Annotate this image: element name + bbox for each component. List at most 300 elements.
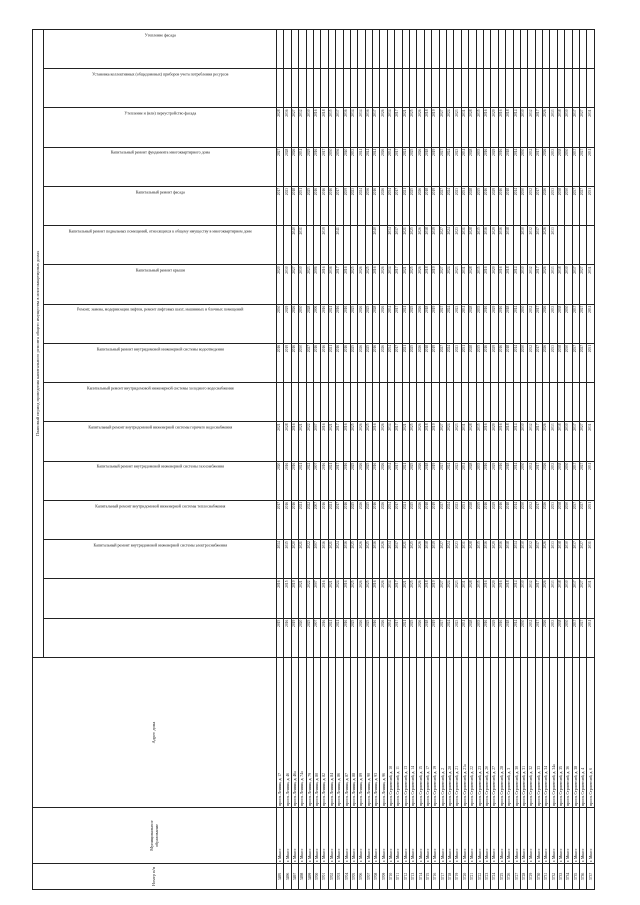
row-number: 3718 [446,864,453,890]
row-year-cell: 2021 [277,422,284,461]
row-year-cell: 2007 [313,422,320,461]
row-year-cell: 2014 [513,265,520,304]
row-year-cell [491,29,498,68]
row-year-cell [343,383,350,422]
row-municipality: г. Миасс [306,808,313,864]
row-year-cell [528,69,535,108]
row-year-cell: 2025 [410,108,417,147]
row-year-cell: 2016 [373,187,380,226]
table-row [387,29,394,889]
row-year-cell: 2031 [461,618,468,657]
row-address: просп. Строителей, д. 22 [469,658,476,808]
row-year-cell [328,383,335,422]
row-year-cell: 2016 [483,422,490,461]
table-row [432,29,439,889]
row-year-cell [498,29,505,68]
row-year-cell: 2021 [402,108,409,147]
row-year-cell: 2017 [336,501,343,540]
row-address: просп. Строителей, д. 13 [402,658,409,808]
row-address: просп. Строителей, д. 33 [535,658,542,808]
row-year-cell: 2023 [454,618,461,657]
row-year-cell [439,69,446,108]
row-year-cell: 2026 [543,226,550,265]
row-year-cell: 2016 [291,461,298,500]
table-row [513,29,520,889]
row-year-cell [483,29,490,68]
row-year-cell: 2026 [291,147,298,186]
row-year-cell: 2030 [520,108,527,147]
row-year-cell: 2019 [432,501,439,540]
row-year-cell: 2031 [461,108,468,147]
row-year-cell: 2029 [491,461,498,500]
row-municipality: г. Миасс [557,808,564,864]
row-year-cell: 2035 [476,226,483,265]
row-year-cell: 2017 [535,461,542,500]
row-year-cell: 2018 [424,501,431,540]
row-year-cell: 2036 [365,187,372,226]
row-number: 3725 [498,864,505,890]
row-year-cell: 2018 [424,579,431,618]
row-number: 3703 [336,864,343,890]
row-year-cell [513,226,520,265]
row-year-cell: 2025 [306,618,313,657]
row-address: просп. Строителей, д. 34 [543,658,550,808]
row-address: просп. Строителей, д. 11 [395,658,402,808]
row-year-cell: 2031 [461,501,468,540]
row-year-cell [483,69,490,108]
row-year-cell [365,69,372,108]
row-year-cell [543,383,550,422]
row-year-cell [513,69,520,108]
row-year-cell: 2017 [535,187,542,226]
row-year-cell: 2026 [358,422,365,461]
row-municipality: г. Миасс [373,808,380,864]
row-year-cell: 2016 [498,422,505,461]
table-row [358,29,365,889]
row-year-cell: 2026 [291,304,298,343]
row-year-cell: 2019 [432,187,439,226]
row-year-cell: 2038 [557,579,564,618]
row-year-cell: 2017 [277,187,284,226]
row-year-cell [535,69,542,108]
row-year-cell [587,226,594,265]
row-year-cell: 2041 [336,226,343,265]
row-year-cell: 2018 [321,108,328,147]
row-year-cell [417,29,424,68]
row-year-cell: 2030 [565,304,572,343]
row-year-cell [557,226,564,265]
row-municipality: г. Миасс [513,808,520,864]
row-year-cell: 2024 [446,147,453,186]
row-year-cell [410,383,417,422]
row-year-cell [520,69,527,108]
row-year-cell: 2024 [446,304,453,343]
row-year-cell: 2027 [580,422,587,461]
row-year-cell: 2025 [350,461,357,500]
row-year-cell: 2017 [395,501,402,540]
row-year-cell: 2030 [565,265,572,304]
row-year-cell: 2030 [565,422,572,461]
row-year-cell: 2030 [565,108,572,147]
row-year-cell: 2018 [506,147,513,186]
row-number: 3733 [557,864,564,890]
row-year-cell: 2016 [284,461,291,500]
row-year-cell: 2017 [535,304,542,343]
row-year-cell [565,69,572,108]
row-year-cell: 2025 [410,226,417,265]
row-year-cell: 2025 [365,618,372,657]
header-num [33,864,277,890]
row-number: 3727 [513,864,520,890]
row-year-cell: 2028 [469,187,476,226]
row-number: 3722 [476,864,483,890]
row-year-cell: 2030 [299,304,306,343]
row-year-cell: 2016 [343,344,350,383]
row-year-cell: 2025 [410,618,417,657]
row-year-cell: 2019 [291,618,298,657]
row-year-cell [565,226,572,265]
row-year-cell [306,226,313,265]
row-year-cell: 2027 [580,501,587,540]
row-address: просп. Строителей, д. 28 [498,658,505,808]
table-row [291,29,298,889]
row-year-cell: 2023 [454,422,461,461]
row-year-cell: 2031 [587,187,594,226]
row-year-cell: 2024 [446,265,453,304]
row-address: просп. Ленина, д. 82 [321,658,328,808]
row-year-cell: 2016 [321,461,328,500]
row-address: просп. Ленина, д. 86 [336,658,343,808]
table-row [550,29,557,889]
row-year-cell: 2034 [387,304,394,343]
row-number: 3706 [358,864,365,890]
row-year-cell [284,383,291,422]
row-address: просп. Строителей, д. 34а [550,658,557,808]
row-year-cell: 2026 [380,540,387,579]
row-year-cell [299,29,306,68]
row-year-cell: 2025 [350,265,357,304]
row-year-cell: 2027 [439,344,446,383]
row-year-cell: 2024 [446,187,453,226]
row-year-cell: 2017 [395,226,402,265]
row-year-cell [454,29,461,68]
row-number: 3729 [528,864,535,890]
row-year-cell: 2029 [491,344,498,383]
row-year-cell [550,69,557,108]
row-year-cell: 2038 [557,147,564,186]
row-year-cell: 2034 [387,501,394,540]
row-year-cell: 2016 [373,344,380,383]
row-year-cell: 2037 [572,187,579,226]
row-year-cell: 2018 [506,618,513,657]
row-year-cell: 2031 [461,422,468,461]
row-year-cell: 2037 [572,579,579,618]
row-address: просп. Ленина, д. 93 [373,658,380,808]
row-year-cell: 2030 [565,618,572,657]
row-year-cell: 2017 [535,618,542,657]
row-year-cell: 2033 [550,540,557,579]
row-year-cell: 2014 [513,540,520,579]
row-year-cell: 2032 [528,304,535,343]
row-year-cell: 2041 [358,147,365,186]
row-year-cell: 2035 [476,304,483,343]
row-year-cell [410,69,417,108]
row-year-cell: 2024 [446,618,453,657]
row-year-cell [291,69,298,108]
row-year-cell: 2041 [373,147,380,186]
row-year-cell: 2039 [343,187,350,226]
row-year-cell: 2016 [321,304,328,343]
row-year-cell [343,69,350,108]
header-plan-period [33,29,44,657]
row-year-cell: 2016 [483,540,490,579]
row-year-cell: 2015 [284,579,291,618]
row-year-cell: 2016 [313,108,320,147]
row-year-cell: 2007 [313,540,320,579]
row-year-cell [373,383,380,422]
table-body [277,29,595,889]
table-row [454,29,461,889]
row-year-cell: 2028 [469,579,476,618]
row-year-cell: 2029 [491,226,498,265]
row-year-cell: 2031 [587,422,594,461]
row-address: просп. Ленина, д. 17 [277,658,284,808]
row-year-cell: 2034 [387,540,394,579]
row-year-cell: 2018 [506,304,513,343]
row-year-cell: 2015 [284,540,291,579]
row-year-cell: 2016 [498,461,505,500]
row-year-cell [476,383,483,422]
row-municipality: г. Миасс [543,808,550,864]
row-municipality: г. Миасс [395,808,402,864]
row-year-cell [469,69,476,108]
row-year-cell: 2032 [528,108,535,147]
row-year-cell: 2023 [454,540,461,579]
row-year-cell: 2026 [380,187,387,226]
row-year-cell [557,69,564,108]
row-year-cell: 2019 [432,108,439,147]
row-address: просп. Ленина, д. 90 [365,658,372,808]
row-municipality: г. Миасс [380,808,387,864]
header-work-type [44,542,277,657]
row-number: 3702 [328,864,335,890]
row-year-cell: 2037 [572,344,579,383]
row-year-cell: 2030 [520,501,527,540]
row-year-cell: 2016 [336,344,343,383]
row-year-cell [358,383,365,422]
row-year-cell: 2025 [365,579,372,618]
row-year-cell: 2032 [528,226,535,265]
row-year-cell: 2033 [550,501,557,540]
row-year-cell [350,226,357,265]
row-year-cell [358,69,365,108]
row-municipality: г. Миасс [299,808,306,864]
row-year-cell: 2014 [513,501,520,540]
row-year-cell: 2017 [395,461,402,500]
row-year-cell: 2030 [299,344,306,383]
row-year-cell [528,29,535,68]
row-year-cell: 2016 [498,265,505,304]
row-year-cell [328,69,335,108]
row-year-cell [491,383,498,422]
table-row [461,29,468,889]
row-year-cell: 2038 [557,344,564,383]
row-year-cell: 2025 [410,147,417,186]
row-year-cell: 2032 [528,265,535,304]
row-year-cell: 2026 [543,147,550,186]
table-row [483,29,490,889]
table-row [321,29,328,889]
row-year-cell [491,69,498,108]
row-year-cell: 2036 [336,147,343,186]
row-year-cell: 2034 [350,108,357,147]
row-year-cell: 2016 [483,187,490,226]
row-year-cell [291,29,298,68]
row-year-cell: 2019 [432,540,439,579]
row-municipality: г. Миасс [410,808,417,864]
row-year-cell: 2016 [373,461,380,500]
row-year-cell: 2030 [520,344,527,383]
row-year-cell: 2030 [299,265,306,304]
row-year-cell [572,29,579,68]
row-year-cell: 2022 [306,422,313,461]
row-year-cell: 2037 [572,461,579,500]
row-year-cell: 2025 [350,579,357,618]
table-row [491,29,498,889]
row-year-cell: 2029 [491,422,498,461]
row-year-cell: 2017 [395,422,402,461]
row-year-cell: 2025 [350,304,357,343]
row-year-cell: 2030 [520,226,527,265]
row-year-cell: 2017 [395,540,402,579]
row-year-cell [284,69,291,108]
row-year-cell: 2026 [417,501,424,540]
row-year-cell: 2023 [454,108,461,147]
row-year-cell: 2018 [506,579,513,618]
row-year-cell: 2017 [535,344,542,383]
row-year-cell: 2017 [395,265,402,304]
row-year-cell: 2019 [432,579,439,618]
row-year-cell: 2025 [365,422,372,461]
row-number: 3701 [321,864,328,890]
row-year-cell: 2023 [454,226,461,265]
row-year-cell: 2021 [402,501,409,540]
row-year-cell: 2021 [402,187,409,226]
row-year-cell: 2028 [469,226,476,265]
row-year-cell: 2017 [336,422,343,461]
row-year-cell [328,226,335,265]
header-work-type-label: Капитальный ремонт крыши [135,267,185,273]
row-number: 3726 [506,864,513,890]
row-year-cell: 2026 [358,501,365,540]
row-year-cell: 2026 [543,461,550,500]
row-year-cell: 2021 [402,304,409,343]
row-year-cell: 2027 [439,304,446,343]
row-year-cell: 2027 [277,147,284,186]
row-year-cell [587,383,594,422]
row-year-cell: 2030 [520,265,527,304]
row-year-cell: 2025 [410,304,417,343]
row-municipality: г. Миасс [528,808,535,864]
row-year-cell: 2029 [491,501,498,540]
row-year-cell [395,29,402,68]
row-year-cell [580,29,587,68]
row-year-cell [350,29,357,68]
table-row [373,29,380,889]
row-year-cell: 2035 [476,422,483,461]
row-number: 3715 [424,864,431,890]
row-municipality: г. Миасс [550,808,557,864]
row-year-cell: 2030 [520,540,527,579]
row-year-cell: 2021 [402,344,409,383]
row-year-cell: 2036 [328,265,335,304]
row-year-cell: 2017 [321,147,328,186]
row-year-cell: 2017 [535,265,542,304]
row-year-cell: 2018 [506,265,513,304]
row-year-cell [365,29,372,68]
row-municipality: г. Миасс [520,808,527,864]
row-year-cell: 2030 [565,344,572,383]
row-year-cell [572,383,579,422]
row-year-cell: 2025 [410,187,417,226]
row-year-cell: 2018 [506,422,513,461]
row-year-cell: 2023 [454,461,461,500]
table-header [33,29,277,889]
header-work-type-label: Утепление фасада [144,32,176,38]
row-year-cell: 2026 [380,147,387,186]
row-year-cell: 2029 [491,108,498,147]
row-year-cell: 2030 [565,540,572,579]
row-year-cell: 2024 [446,501,453,540]
table-row [439,29,446,889]
row-year-cell: 2016 [498,618,505,657]
row-year-cell: 2035 [476,147,483,186]
row-year-cell: 2019 [432,226,439,265]
row-year-cell: 2030 [520,187,527,226]
row-year-cell [306,29,313,68]
row-year-cell: 2028 [373,304,380,343]
row-year-cell [350,69,357,108]
header-work-type-label: Ремонт, замена, модернизация лифтов, ремонт лифтовых шахт, машинных и блочных помещений [76,307,244,313]
row-year-cell [439,29,446,68]
row-year-cell [336,69,343,108]
row-municipality: г. Миасс [572,808,579,864]
header-plan-period-label: Плановый период проведения капитального ремонта общего имущества в многоквартирных домах [34,250,40,437]
row-municipality: г. Миасс [358,808,365,864]
row-year-cell [520,383,527,422]
table-row [313,29,320,889]
row-number: 3497 [291,864,298,890]
row-year-cell: 2017 [395,108,402,147]
row-municipality: г. Миасс [336,808,343,864]
row-year-cell: 2028 [469,147,476,186]
row-year-cell: 2016 [483,461,490,500]
table-row [299,29,306,889]
row-year-cell: 2016 [373,501,380,540]
row-year-cell: 2031 [587,108,594,147]
row-year-cell: 2035 [476,579,483,618]
row-year-cell: 2027 [580,304,587,343]
row-year-cell [580,383,587,422]
row-year-cell: 2017 [535,501,542,540]
header-work-type-label: Капитальный ремонт внутридомовой инженерной системы водоотведения [96,346,224,352]
row-year-cell: 2017 [395,304,402,343]
row-year-cell [299,383,306,422]
row-year-cell: 2032 [528,461,535,500]
row-year-cell: 2034 [387,226,394,265]
row-year-cell: 2016 [498,226,505,265]
row-year-cell [284,29,291,68]
